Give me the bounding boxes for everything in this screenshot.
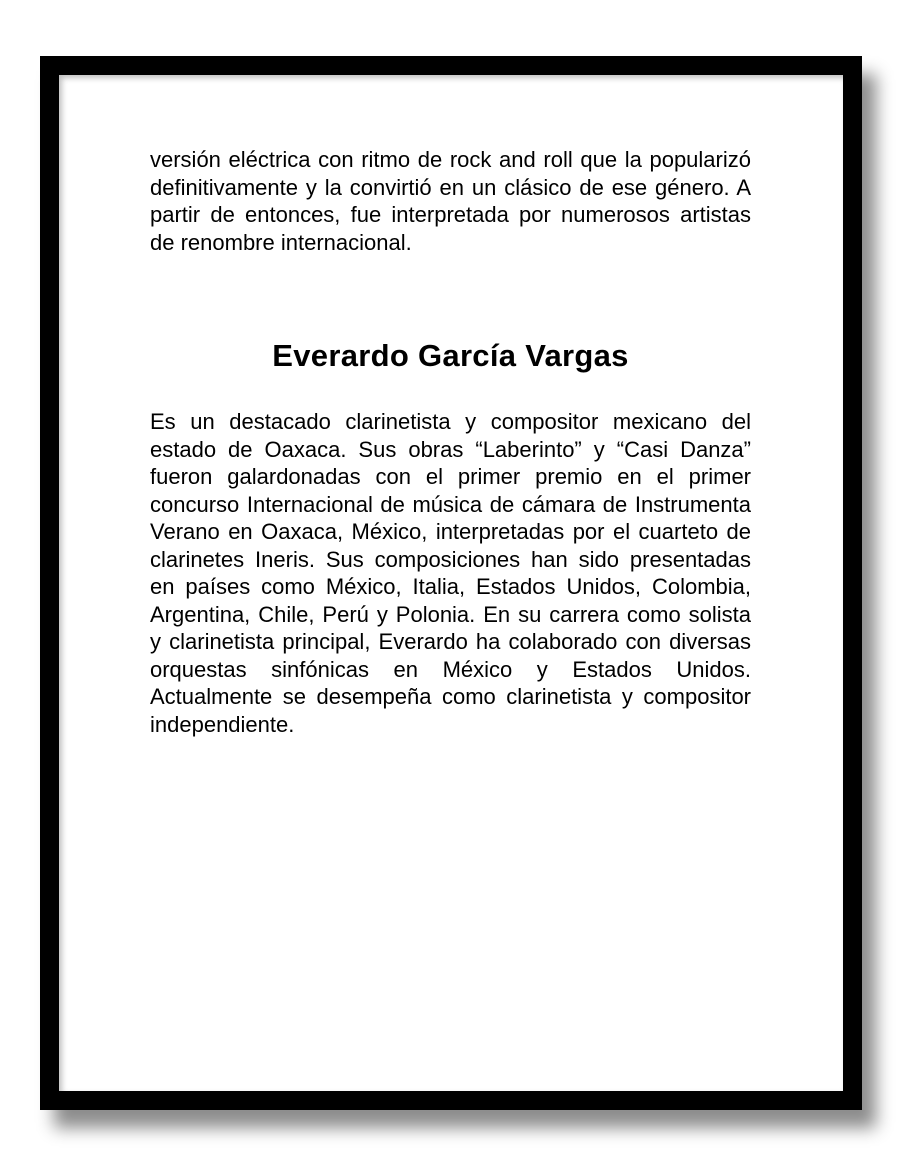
picture-frame [40,56,862,1110]
page-content [150,146,751,738]
intro-paragraph: versión eléctrica con ritmo de rock and roll que la popularizó definitivamente y la convirtió en un clásico de ese género. A partir de entonces, fue interpretada por numerosos artistas de renombre internacional. [150,147,751,255]
bio-paragraph: Es un destacado clarinetista y compositor mexicano del estado de Oaxaca. Sus obras “Laberinto” y “Casi Danza” fueron galardonadas con el primer premio en el primer concurso Internacional de música de cámara de Instrumenta Verano en Oaxaca, México, interpretadas por el cuarteto de clarinetes Ineris. Sus composiciones han sido presentadas en países como México, Italia, Estados Unidos, Colombia, Argentina, Chile, Perú y Polonia. En su carrera como solista y clarinetista principal, Everardo ha colaborado con diversas orquestas sinfónicas en México y Estados Unidos. Actualmente se desempeña como clarinetista y compositor independiente. [150,409,751,737]
section-heading: Everardo García Vargas [272,338,629,373]
